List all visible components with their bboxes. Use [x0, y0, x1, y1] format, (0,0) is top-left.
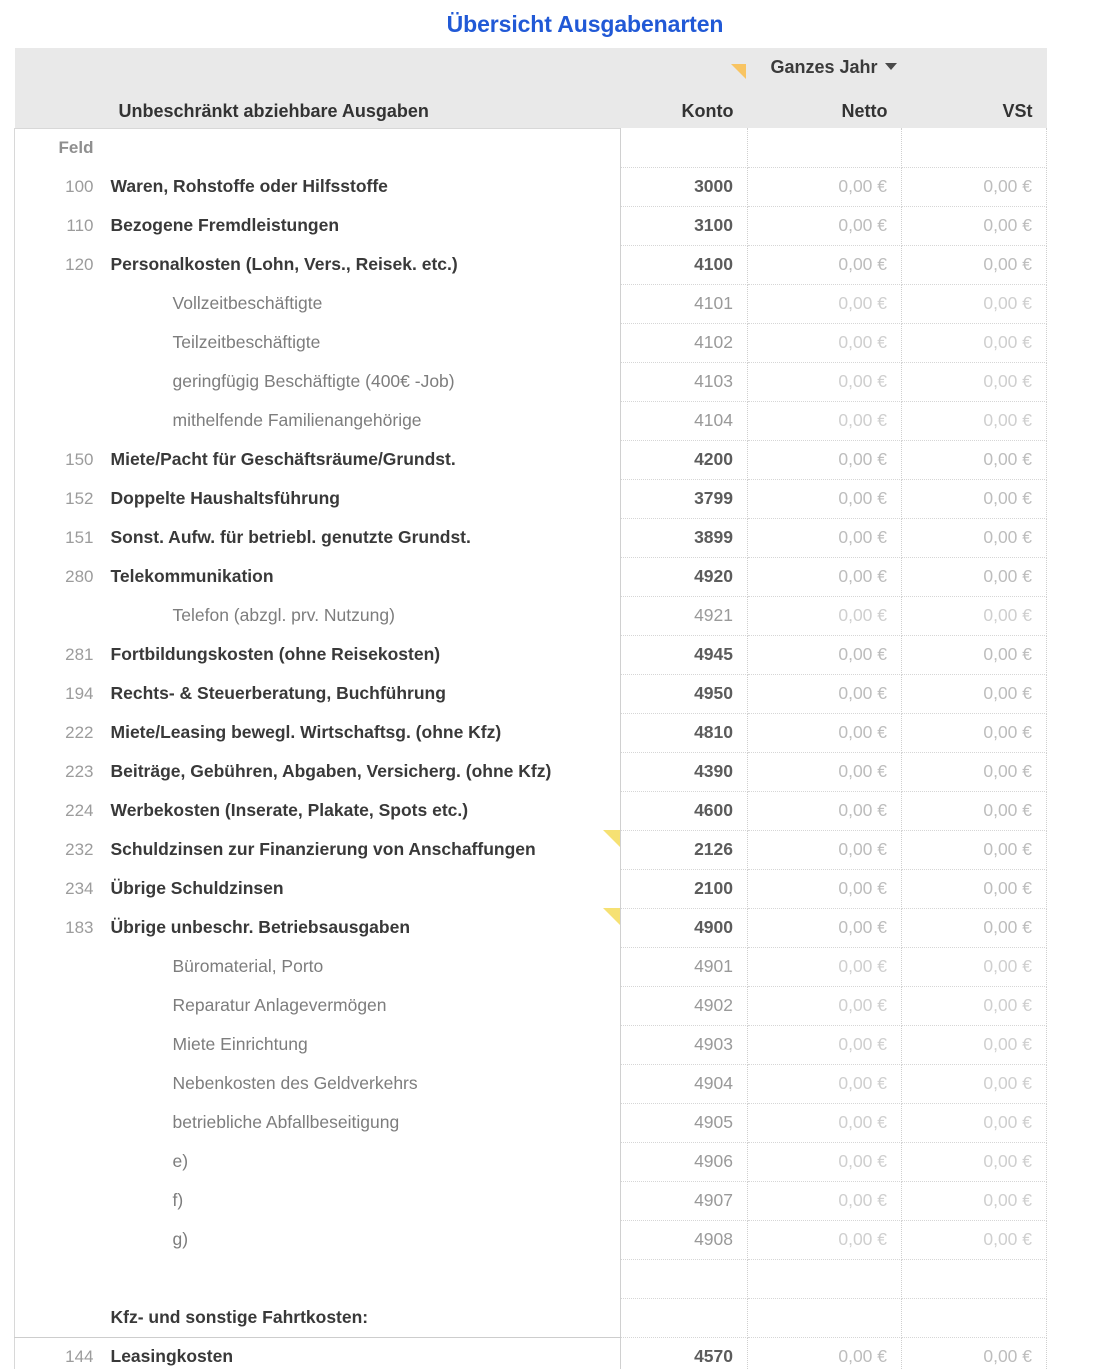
- table-row[interactable]: [15, 284, 1047, 323]
- row-netto-cell[interactable]: 0,00 €: [748, 518, 902, 557]
- row-vst-cell[interactable]: [902, 1298, 1047, 1337]
- row-netto-cell[interactable]: 0,00 €: [748, 245, 902, 284]
- table-row[interactable]: [15, 869, 1047, 908]
- row-konto-cell[interactable]: 4104: [621, 401, 748, 440]
- row-feld-number: 120: [15, 245, 105, 284]
- row-netto-cell[interactable]: 0,00 €: [748, 947, 902, 986]
- period-selector[interactable]: [621, 48, 1047, 86]
- table-row[interactable]: [15, 713, 1047, 752]
- row-netto-cell[interactable]: 0,00 €: [748, 674, 902, 713]
- row-vst-cell[interactable]: 0,00 €: [902, 635, 1047, 674]
- row-label-text: Rechts- & Steuerberatung, Buchführung: [110, 683, 446, 703]
- row-label-text: g): [172, 1229, 189, 1249]
- row-label-cell[interactable]: [105, 206, 621, 245]
- row-feld-number: 280: [15, 557, 105, 596]
- column-header-konto-text: Konto: [681, 101, 734, 121]
- row-netto-cell[interactable]: 0,00 €: [748, 557, 902, 596]
- row-feld-number: 150: [15, 440, 105, 479]
- row-feld-number: [15, 362, 105, 401]
- table-row[interactable]: [15, 401, 1047, 440]
- header-period-spacer-feld: [15, 48, 105, 86]
- row-vst-cell[interactable]: 0,00 €: [902, 518, 1047, 557]
- row-netto-cell[interactable]: 0,00 €: [748, 1025, 902, 1064]
- row-label-text: Miete/Pacht für Geschäftsräume/Grundst.: [110, 449, 456, 469]
- row-konto-cell[interactable]: 2100: [621, 869, 748, 908]
- table-row[interactable]: [15, 674, 1047, 713]
- row-vst-cell[interactable]: 0,00 €: [902, 245, 1047, 284]
- row-label-text: Sonst. Aufw. für betriebl. genutzte Grundst.: [110, 527, 471, 547]
- row-netto-cell[interactable]: 0,00 €: [748, 830, 902, 869]
- row-vst-cell[interactable]: 0,00 €: [902, 713, 1047, 752]
- row-vst-cell[interactable]: 0,00 €: [902, 401, 1047, 440]
- row-label-cell[interactable]: [105, 1259, 621, 1298]
- row-feld-number: [15, 947, 105, 986]
- chevron-down-icon[interactable]: [885, 63, 897, 70]
- row-vst-cell[interactable]: 0,00 €: [902, 830, 1047, 869]
- row-netto-cell[interactable]: 0,00 €: [748, 596, 902, 635]
- row-label-cell[interactable]: [105, 986, 621, 1025]
- table-row[interactable]: [15, 245, 1047, 284]
- row-feld-number: [15, 986, 105, 1025]
- row-netto-cell[interactable]: 0,00 €: [748, 167, 902, 206]
- table-row[interactable]: [15, 635, 1047, 674]
- row-label-cell[interactable]: [105, 518, 621, 557]
- row-vst-cell[interactable]: 0,00 €: [902, 1142, 1047, 1181]
- row-vst-cell[interactable]: 0,00 €: [902, 986, 1047, 1025]
- row-netto-cell[interactable]: 0,00 €: [748, 752, 902, 791]
- row-konto-cell[interactable]: 4945: [621, 635, 748, 674]
- row-netto-cell[interactable]: 0,00 €: [748, 869, 902, 908]
- row-netto-cell[interactable]: 0,00 €: [748, 791, 902, 830]
- row-feld-number: [15, 401, 105, 440]
- row-label-text: Leasingkosten: [110, 1346, 234, 1367]
- row-label-cell[interactable]: [105, 947, 621, 986]
- row-vst-cell[interactable]: 0,00 €: [902, 1337, 1047, 1369]
- table-row[interactable]: [15, 1259, 1047, 1298]
- row-konto-cell[interactable]: 4600: [621, 791, 748, 830]
- header-feld-spacer: [15, 86, 105, 128]
- row-label-text: Beiträge, Gebühren, Abgaben, Versicherg. (ohne Kfz): [110, 761, 552, 781]
- table-row[interactable]: [15, 1298, 1047, 1337]
- row-label-cell[interactable]: [105, 635, 621, 674]
- row-konto-cell[interactable]: 4901: [621, 947, 748, 986]
- row-label-cell[interactable]: [105, 1103, 621, 1142]
- row-konto-cell[interactable]: [621, 1259, 748, 1298]
- row-konto-cell[interactable]: 4570: [621, 1337, 748, 1369]
- page-title-bar: [0, 0, 1100, 48]
- row-netto-cell[interactable]: 0,00 €: [748, 206, 902, 245]
- row-feld-number: 151: [15, 518, 105, 557]
- row-vst-cell[interactable]: 0,00 €: [902, 1025, 1047, 1064]
- column-header-label[interactable]: Unbeschränkt abziehbare Ausgaben: [105, 86, 621, 128]
- row-label-cell[interactable]: [105, 167, 621, 206]
- row-feld-number: [15, 1064, 105, 1103]
- row-feld-number: [15, 1259, 105, 1298]
- table-row[interactable]: [15, 128, 1047, 167]
- table-body: [15, 128, 1047, 1369]
- row-label-text: Vollzeitbeschäftigte: [172, 293, 323, 313]
- table-row[interactable]: [15, 323, 1047, 362]
- row-label-cell[interactable]: [105, 1337, 621, 1369]
- row-label-cell[interactable]: [105, 869, 621, 908]
- row-label-text: geringfügig Beschäftigte (400€ -Job): [172, 371, 455, 391]
- row-konto-cell[interactable]: 4810: [621, 713, 748, 752]
- row-label-text: Übrige unbeschr. Betriebsausgaben: [110, 917, 411, 937]
- row-label-cell[interactable]: [105, 908, 621, 947]
- table-row[interactable]: [15, 1142, 1047, 1181]
- column-header-netto[interactable]: Netto: [748, 86, 902, 128]
- table-row[interactable]: [15, 557, 1047, 596]
- row-label-cell[interactable]: [105, 245, 621, 284]
- row-vst-cell[interactable]: 0,00 €: [902, 206, 1047, 245]
- table-row[interactable]: [15, 167, 1047, 206]
- row-netto-cell[interactable]: 0,00 €: [748, 479, 902, 518]
- row-feld-number: 152: [15, 479, 105, 518]
- row-label-cell[interactable]: [105, 713, 621, 752]
- row-konto-cell[interactable]: 4390: [621, 752, 748, 791]
- row-konto-cell[interactable]: 4950: [621, 674, 748, 713]
- row-netto-cell[interactable]: [748, 1298, 902, 1337]
- row-feld-number: 234: [15, 869, 105, 908]
- row-konto-cell[interactable]: 4101: [621, 284, 748, 323]
- table-row[interactable]: [15, 986, 1047, 1025]
- table-row[interactable]: [15, 1337, 1047, 1369]
- row-netto-cell[interactable]: 0,00 €: [748, 440, 902, 479]
- row-konto-cell[interactable]: 4920: [621, 557, 748, 596]
- row-konto-cell[interactable]: 4103: [621, 362, 748, 401]
- row-konto-cell[interactable]: 3100: [621, 206, 748, 245]
- row-label-text: Übrige Schuldzinsen: [110, 878, 284, 898]
- row-vst-cell[interactable]: 0,00 €: [902, 167, 1047, 206]
- row-konto-cell[interactable]: 4921: [621, 596, 748, 635]
- row-feld-number: 194: [15, 674, 105, 713]
- note-triangle-icon[interactable]: [603, 908, 620, 925]
- row-label-text: Reparatur Anlagevermögen: [172, 995, 387, 1015]
- row-feld-number: 232: [15, 830, 105, 869]
- row-vst-cell[interactable]: 0,00 €: [902, 791, 1047, 830]
- header-period-row: [15, 48, 1047, 86]
- row-feld-number: 281: [15, 635, 105, 674]
- row-netto-cell[interactable]: 0,00 €: [748, 1181, 902, 1220]
- row-feld-number: 110: [15, 206, 105, 245]
- row-konto-cell[interactable]: 4900: [621, 908, 748, 947]
- row-netto-cell[interactable]: 0,00 €: [748, 1142, 902, 1181]
- column-header-konto[interactable]: [621, 86, 748, 128]
- row-label-text: Büromaterial, Porto: [172, 956, 324, 976]
- row-konto-cell[interactable]: 4905: [621, 1103, 748, 1142]
- row-label-cell[interactable]: [105, 752, 621, 791]
- row-feld-number: 100: [15, 167, 105, 206]
- table-row[interactable]: [15, 440, 1047, 479]
- row-feld-number: 183: [15, 908, 105, 947]
- row-vst-cell[interactable]: 0,00 €: [902, 323, 1047, 362]
- row-konto-cell[interactable]: 4908: [621, 1220, 748, 1259]
- row-label-text: Fortbildungskosten (ohne Reisekosten): [110, 644, 441, 664]
- row-vst-cell[interactable]: 0,00 €: [902, 908, 1047, 947]
- row-label-cell[interactable]: [105, 362, 621, 401]
- table-row[interactable]: [15, 752, 1047, 791]
- row-label-text: Nebenkosten des Geldverkehrs: [172, 1073, 418, 1093]
- row-konto-cell[interactable]: 4904: [621, 1064, 748, 1103]
- period-label: Ganzes Jahr: [770, 56, 878, 77]
- row-konto-cell[interactable]: 4906: [621, 1142, 748, 1181]
- row-label-cell[interactable]: [105, 440, 621, 479]
- row-label-cell[interactable]: [105, 674, 621, 713]
- row-label-text: Kfz- und sonstige Fahrtkosten:: [110, 1306, 369, 1327]
- row-konto-cell[interactable]: 4902: [621, 986, 748, 1025]
- row-feld-number: [15, 1181, 105, 1220]
- row-vst-cell[interactable]: 0,00 €: [902, 947, 1047, 986]
- table-row[interactable]: [15, 1103, 1047, 1142]
- row-label-text: Doppelte Haushaltsführung: [110, 488, 340, 508]
- row-feld-number: 222: [15, 713, 105, 752]
- row-konto-cell[interactable]: 4903: [621, 1025, 748, 1064]
- row-netto-cell[interactable]: 0,00 €: [748, 401, 902, 440]
- row-konto-cell[interactable]: 4100: [621, 245, 748, 284]
- row-label-text: Telefon (abzgl. prv. Nutzung): [172, 605, 395, 625]
- row-label-text: Miete/Leasing bewegl. Wirtschaftsg. (ohne Kfz): [110, 722, 502, 742]
- page-title: Übersicht Ausgabenarten: [446, 10, 724, 37]
- row-label-cell[interactable]: [105, 1181, 621, 1220]
- table-header: [15, 48, 1047, 128]
- row-vst-cell[interactable]: 0,00 €: [902, 1181, 1047, 1220]
- row-vst-cell[interactable]: 0,00 €: [902, 869, 1047, 908]
- row-label-cell[interactable]: [105, 1220, 621, 1259]
- table-row[interactable]: [15, 479, 1047, 518]
- row-feld-number: [15, 323, 105, 362]
- row-vst-cell[interactable]: 0,00 €: [902, 284, 1047, 323]
- row-netto-cell[interactable]: 0,00 €: [748, 1064, 902, 1103]
- row-label-cell[interactable]: [105, 323, 621, 362]
- row-netto-cell[interactable]: [748, 128, 902, 167]
- note-triangle-icon[interactable]: [603, 830, 620, 847]
- row-label-cell[interactable]: [105, 401, 621, 440]
- table-row[interactable]: [15, 908, 1047, 947]
- row-label-cell[interactable]: [105, 284, 621, 323]
- row-label-cell[interactable]: [105, 791, 621, 830]
- row-netto-cell[interactable]: 0,00 €: [748, 1103, 902, 1142]
- row-label-cell[interactable]: [105, 128, 621, 167]
- table-row[interactable]: [15, 830, 1047, 869]
- table-row[interactable]: [15, 791, 1047, 830]
- row-label-text: Miete Einrichtung: [172, 1034, 308, 1054]
- table-row[interactable]: [15, 362, 1047, 401]
- row-label-cell[interactable]: [105, 1064, 621, 1103]
- row-konto-cell[interactable]: 4102: [621, 323, 748, 362]
- row-feld-number: [15, 284, 105, 323]
- row-feld-number: 224: [15, 791, 105, 830]
- row-konto-cell[interactable]: 3000: [621, 167, 748, 206]
- row-label-text: e): [172, 1151, 189, 1171]
- row-netto-cell[interactable]: 0,00 €: [748, 1220, 902, 1259]
- table-row[interactable]: [15, 947, 1047, 986]
- row-vst-cell[interactable]: 0,00 €: [902, 557, 1047, 596]
- table-row[interactable]: [15, 1025, 1047, 1064]
- row-vst-cell[interactable]: 0,00 €: [902, 674, 1047, 713]
- row-vst-cell[interactable]: 0,00 €: [902, 440, 1047, 479]
- row-feld-number: [15, 1142, 105, 1181]
- row-konto-cell[interactable]: 2126: [621, 830, 748, 869]
- table-row[interactable]: [15, 518, 1047, 557]
- row-netto-cell[interactable]: 0,00 €: [748, 635, 902, 674]
- row-label-cell[interactable]: [105, 1142, 621, 1181]
- row-label-text: Telekommunikation: [110, 566, 274, 586]
- row-label-cell[interactable]: [105, 557, 621, 596]
- row-label-cell[interactable]: [105, 830, 621, 869]
- row-konto-cell[interactable]: 3899: [621, 518, 748, 557]
- row-vst-cell[interactable]: 0,00 €: [902, 752, 1047, 791]
- row-netto-cell[interactable]: 0,00 €: [748, 323, 902, 362]
- row-netto-cell[interactable]: 0,00 €: [748, 362, 902, 401]
- row-label-text: Bezogene Fremdleistungen: [110, 215, 340, 235]
- row-konto-cell[interactable]: 4907: [621, 1181, 748, 1220]
- row-netto-cell[interactable]: 0,00 €: [748, 986, 902, 1025]
- row-feld-number: 223: [15, 752, 105, 791]
- row-label-text: Werbekosten (Inserate, Plakate, Spots etc.): [110, 800, 469, 820]
- row-label-text: Teilzeitbeschäftigte: [172, 332, 321, 352]
- row-label-text: Waren, Rohstoffe oder Hilfsstoffe: [110, 176, 388, 196]
- row-vst-cell[interactable]: 0,00 €: [902, 362, 1047, 401]
- table-row[interactable]: [15, 596, 1047, 635]
- row-konto-cell[interactable]: 4200: [621, 440, 748, 479]
- row-label-cell[interactable]: [105, 596, 621, 635]
- row-konto-cell[interactable]: [621, 128, 748, 167]
- row-konto-cell[interactable]: 3799: [621, 479, 748, 518]
- feld-column-header: Feld: [15, 128, 105, 167]
- expense-table: [14, 48, 1047, 1369]
- column-header-vst[interactable]: VSt: [902, 86, 1047, 128]
- row-label-text: mithelfende Familienangehörige: [172, 410, 422, 430]
- row-vst-cell[interactable]: 0,00 €: [902, 1220, 1047, 1259]
- table-row[interactable]: [15, 206, 1047, 245]
- row-netto-cell[interactable]: 0,00 €: [748, 908, 902, 947]
- note-triangle-icon[interactable]: [731, 64, 746, 79]
- header-columns-row: [15, 86, 1047, 128]
- expense-table-container: [14, 48, 1046, 1369]
- row-feld-number: [15, 1103, 105, 1142]
- table-row[interactable]: [15, 1064, 1047, 1103]
- row-netto-cell[interactable]: 0,00 €: [748, 1337, 902, 1369]
- row-label-text: Personalkosten (Lohn, Vers., Reisek. etc.): [110, 254, 458, 274]
- row-label-text: Schuldzinsen zur Finanzierung von Anschaffungen: [110, 839, 536, 859]
- row-netto-cell[interactable]: 0,00 €: [748, 713, 902, 752]
- row-vst-cell[interactable]: 0,00 €: [902, 1064, 1047, 1103]
- row-label-text: f): [172, 1190, 184, 1210]
- row-feld-number: [15, 1298, 105, 1337]
- row-netto-cell[interactable]: [748, 1259, 902, 1298]
- row-feld-number: [15, 1025, 105, 1064]
- row-label-text: betriebliche Abfallbeseitigung: [172, 1112, 400, 1132]
- row-vst-cell[interactable]: 0,00 €: [902, 596, 1047, 635]
- row-vst-cell[interactable]: [902, 1259, 1047, 1298]
- table-row[interactable]: [15, 1220, 1047, 1259]
- row-label-cell[interactable]: [105, 479, 621, 518]
- row-label-cell[interactable]: [105, 1298, 621, 1337]
- row-label-cell[interactable]: [105, 1025, 621, 1064]
- row-vst-cell[interactable]: 0,00 €: [902, 479, 1047, 518]
- header-period-spacer-label: [105, 48, 621, 86]
- table-row[interactable]: [15, 1181, 1047, 1220]
- row-feld-number: [15, 1220, 105, 1259]
- row-netto-cell[interactable]: 0,00 €: [748, 284, 902, 323]
- row-feld-number: [15, 596, 105, 635]
- row-vst-cell[interactable]: [902, 128, 1047, 167]
- row-vst-cell[interactable]: 0,00 €: [902, 1103, 1047, 1142]
- row-feld-number: 144: [15, 1337, 105, 1369]
- row-konto-cell[interactable]: [621, 1298, 748, 1337]
